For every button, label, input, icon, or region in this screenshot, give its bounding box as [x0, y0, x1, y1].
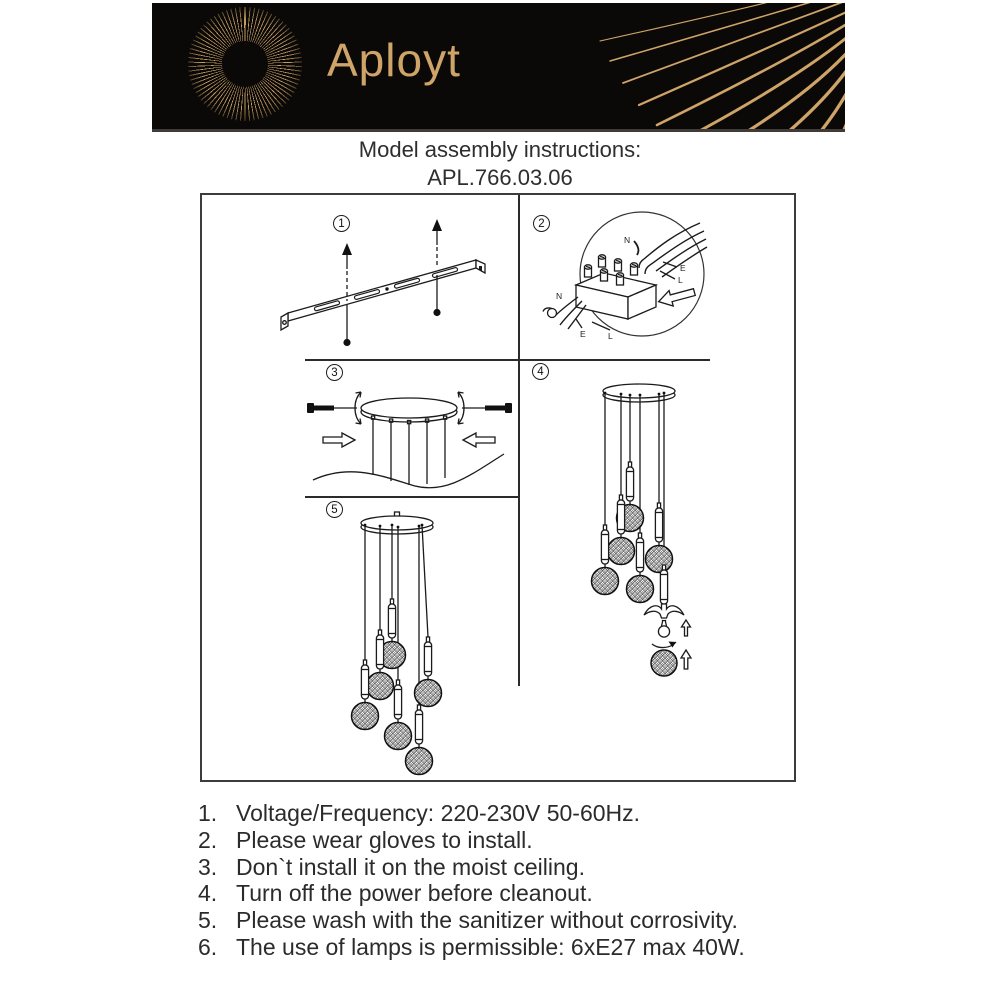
- corner-rays-decoration-icon: [595, 3, 845, 129]
- brand-logo-text: Aployt: [327, 34, 461, 86]
- step5-assembled-diagram: [275, 503, 520, 778]
- wire-label-l-in: L: [678, 275, 683, 285]
- instruction-text: Voltage/Frequency: 220-230V 50-60Hz.: [236, 800, 641, 826]
- instruction-number: 3.: [198, 853, 218, 880]
- instruction-item-2: [198, 827, 878, 854]
- instruction-number: 5.: [198, 907, 218, 934]
- wire-label-l-out: L: [608, 331, 613, 341]
- instruction-number: 4.: [198, 880, 218, 907]
- step-badge-3: 3: [326, 364, 343, 381]
- title-block: [0, 136, 1000, 192]
- wire-label-n-out: N: [556, 291, 563, 301]
- wire-label-e-out: E: [580, 329, 586, 339]
- row-divider-left: [305, 496, 520, 498]
- instruction-text: The use of lamps is permissible: 6xE27 max 40W.: [236, 933, 745, 960]
- step-badge-4: 4: [532, 363, 549, 380]
- step1-bracket-diagram: [252, 213, 517, 358]
- assembly-diagram-box: [200, 193, 796, 782]
- model-number: APL.766.03.06: [427, 165, 573, 190]
- wire-label-n-in: N: [624, 235, 631, 245]
- instruction-text: Please wash with the sanitizer without corrosivity.: [236, 907, 738, 934]
- instruction-text: Don`t install it on the moist ceiling.: [236, 853, 585, 880]
- sunburst-logo-icon: [188, 7, 302, 121]
- instruction-item-4: [198, 880, 878, 907]
- instruction-item-3: [198, 854, 878, 881]
- step4-installation-diagram: [520, 363, 798, 683]
- wire-label-e-in: E: [680, 263, 686, 273]
- step2-wiring-diagram: [530, 207, 716, 359]
- step-badge-5: 5: [326, 501, 343, 518]
- step-badge-2: 2: [533, 215, 550, 232]
- page-title: Model assembly instructions:: [358, 137, 642, 162]
- instructions-list: [198, 800, 878, 961]
- row-divider-top: [305, 359, 710, 361]
- instruction-item-6: [198, 934, 878, 961]
- instruction-number: 6.: [198, 933, 218, 960]
- sunburst-core: [222, 41, 268, 87]
- instruction-number: 2.: [198, 826, 218, 853]
- step3-canopy-diagram: [297, 378, 522, 496]
- instruction-text: Please wear gloves to install.: [236, 826, 533, 853]
- step-badge-1: 1: [333, 215, 350, 232]
- instruction-text: Turn off the power before cleanout.: [236, 880, 593, 907]
- instruction-item-5: [198, 907, 878, 934]
- instruction-item-1: [198, 800, 878, 827]
- brand-banner: [152, 3, 845, 132]
- instruction-number: 1.: [198, 800, 218, 826]
